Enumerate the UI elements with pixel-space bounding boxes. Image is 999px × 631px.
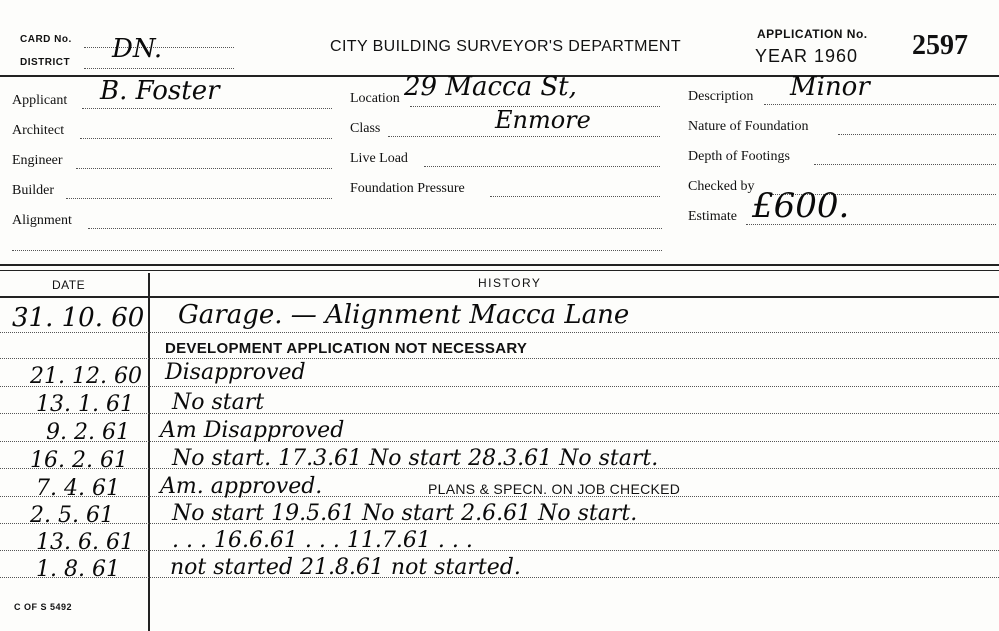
live-load-label: Live Load: [350, 151, 408, 166]
location-value-line2: Enmore: [495, 106, 591, 134]
depth-of-footings-line: [814, 164, 996, 165]
foundation-pressure-line: [490, 196, 660, 197]
history-text: No start 19.5.61 No start 2.6.61 No start.: [172, 501, 638, 526]
architect-label: Architect: [12, 123, 65, 138]
class-line: [388, 136, 660, 137]
history-date: 2. 5. 61: [30, 503, 114, 528]
applicant-label: Applicant: [12, 93, 68, 108]
history-text: not started 21.8.61 not started.: [170, 555, 521, 580]
history-rule-top: [0, 264, 999, 266]
history-text: No start: [172, 390, 265, 415]
row-rule: [0, 332, 999, 333]
district-line: [84, 68, 234, 69]
checked-by-label: Checked by: [688, 179, 755, 194]
row-rule: [0, 550, 999, 551]
live-load-line: [424, 166, 660, 167]
applicant-line: [82, 108, 332, 109]
history-text: Am Disapproved: [160, 418, 345, 443]
history-date: 7. 4. 61: [36, 476, 120, 501]
date-header: DATE: [52, 278, 86, 292]
nature-of-foundation-line: [838, 134, 996, 135]
applicant-value: B. Foster: [100, 76, 220, 106]
district-label: DISTRICT: [20, 57, 71, 68]
history-date: 13. 6. 61: [36, 530, 134, 555]
description-value: Minor: [790, 72, 870, 102]
department-title: CITY BUILDING SURVEYOR'S DEPARTMENT: [330, 38, 682, 55]
location-value: 29 Macca St,: [404, 72, 577, 102]
history-text: . . . 16.6.61 . . . 11.7.61 . . .: [172, 528, 473, 553]
history-rule-top-2: [0, 270, 999, 271]
architect-line: [80, 138, 332, 139]
history-date: 9. 2. 61: [46, 420, 130, 445]
row-rule: [0, 413, 999, 414]
card-no-label: CARD No.: [20, 34, 72, 45]
history-date: 21. 12. 60: [30, 364, 142, 389]
application-number: 2597: [912, 30, 968, 61]
location-label: Location: [350, 91, 400, 106]
class-label: Class: [350, 121, 381, 136]
depth-of-footings-label: Depth of Footings: [688, 149, 790, 164]
history-date: 31. 10. 60: [12, 303, 145, 333]
alignment-line-2: [12, 250, 662, 251]
form-code: C OF S 5492: [14, 602, 73, 612]
description-label: Description: [688, 89, 754, 104]
history-header: HISTORY: [478, 276, 542, 290]
row-rule: [0, 358, 999, 359]
builder-line: [66, 198, 332, 199]
history-date: 13. 1. 61: [36, 392, 134, 417]
nature-of-foundation-label: Nature of Foundation: [688, 119, 809, 134]
estimate-label: Estimate: [688, 209, 737, 224]
alignment-label: Alignment: [12, 213, 72, 228]
history-text: Disapproved: [165, 360, 306, 385]
foundation-pressure-label: Foundation Pressure: [350, 181, 465, 196]
engineer-label: Engineer: [12, 153, 63, 168]
row-rule: [0, 386, 999, 387]
history-date: 1. 8. 61: [36, 557, 120, 582]
card-no-value: DN.: [112, 34, 163, 64]
year-label: YEAR 1960: [755, 46, 859, 66]
history-text: Garage. — Alignment Macca Lane: [178, 300, 630, 330]
description-line: [764, 104, 996, 105]
history-text: No start. 17.3.61 No start 28.3.61 No start.: [172, 446, 659, 471]
estimate-value: £600.: [752, 186, 850, 226]
history-stamp: PLANS & SPECN. ON JOB CHECKED: [428, 481, 681, 497]
history-text: Am. approved.: [160, 474, 323, 499]
history-stamp: DEVELOPMENT APPLICATION NOT NECESSARY: [165, 340, 528, 357]
alignment-line: [88, 228, 662, 229]
application-no-label: APPLICATION No.: [757, 27, 868, 41]
history-date: 16. 2. 61: [30, 448, 128, 473]
engineer-line: [76, 168, 332, 169]
builder-label: Builder: [12, 183, 54, 198]
row-rule: [0, 441, 999, 442]
